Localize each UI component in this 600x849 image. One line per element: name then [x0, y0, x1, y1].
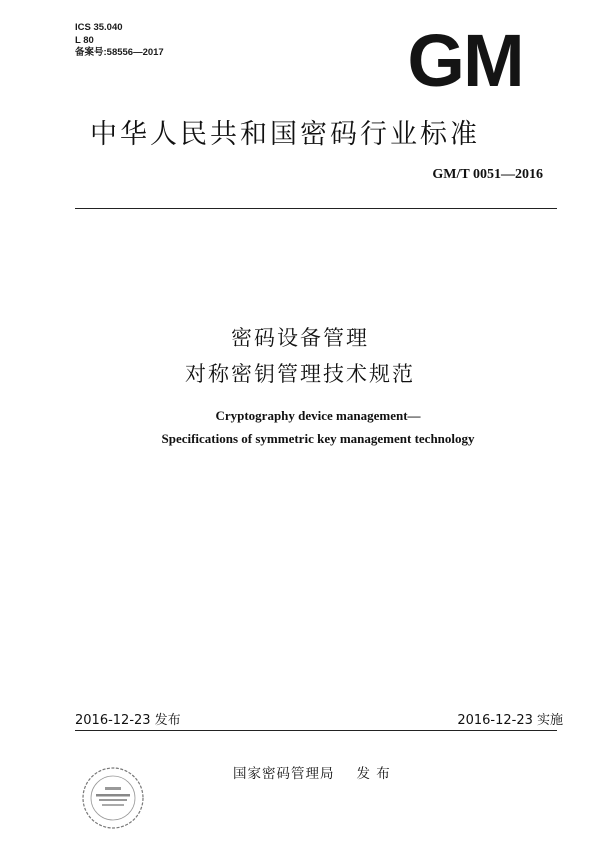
release-date: 2016-12-23 发布 — [75, 713, 181, 728]
issuer-line — [233, 762, 391, 782]
issuer-action: 发 布 — [356, 766, 391, 782]
gm-logo — [405, 28, 525, 90]
org-title: 中华人民共和国密码行业标准 — [90, 119, 480, 150]
implementation-date: 2016-12-23 实施 — [457, 713, 563, 728]
title-cn-line1: 密码设备管理 — [231, 326, 369, 350]
title-en-line1: Cryptography device management— — [215, 408, 421, 423]
ics-code: ICS 35.040 — [75, 22, 123, 33]
category-code: L 80 — [75, 34, 94, 46]
issuer-name: 国家密码管理局 — [233, 766, 335, 782]
library-stamp — [80, 765, 146, 831]
record-number: 备案号:58556—2017 — [75, 47, 164, 58]
title-en-line2: Specifications of symmetric key management technology — [161, 431, 475, 446]
header-divider — [75, 208, 557, 209]
gm-logo-text: GM — [407, 28, 523, 90]
footer-divider — [75, 730, 557, 731]
title-cn-line2: 对称密钥管理技术规范 — [185, 362, 415, 386]
standard-code: GM/T 0051—2016 — [432, 167, 543, 182]
classification-block — [75, 22, 164, 60]
